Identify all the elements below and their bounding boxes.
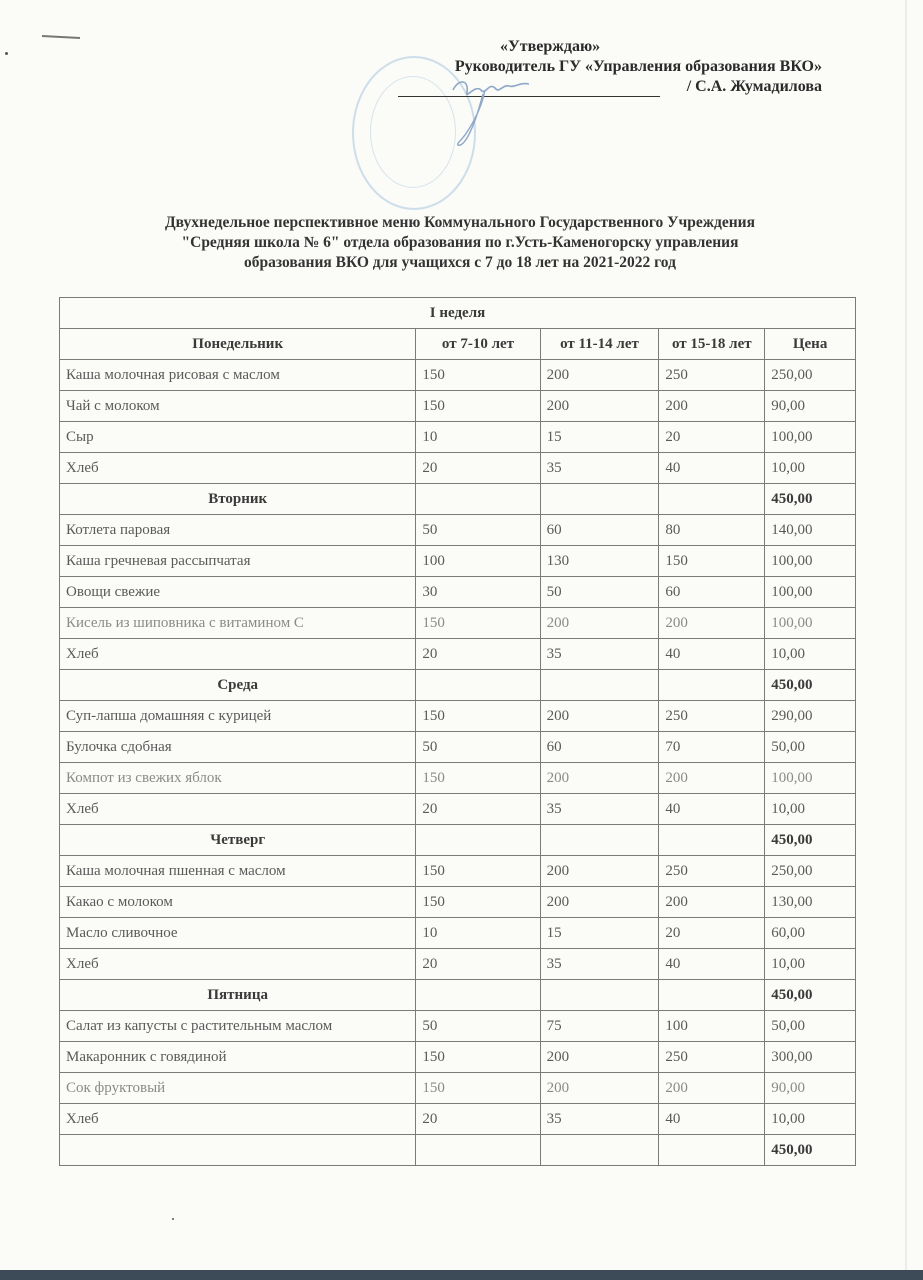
dish-name: Сок фруктовый [60,1073,416,1104]
table-row [60,732,856,763]
title-line-3: образования ВКО для учащихся с 7 до 18 лет на 2021-2022 год [244,254,676,271]
final-total-row [60,1135,856,1166]
portion-15-18: 100 [659,1011,765,1042]
day-header-row [60,670,856,701]
price: 250,00 [765,856,856,887]
empty-cell [659,670,765,701]
portion-11-14: 130 [540,546,659,577]
portion-11-14: 15 [540,422,659,453]
portion-15-18: 70 [659,732,765,763]
portion-15-18: 40 [659,949,765,980]
day-total: 450,00 [765,670,856,701]
scan-speck [172,1218,174,1220]
portion-11-14: 200 [540,701,659,732]
price: 10,00 [765,639,856,670]
approval-position: Руководитель ГУ «Управления образования ВКО» [454,58,822,75]
official-stamp-inner-ring [370,76,456,188]
portion-7-10: 150 [416,763,540,794]
portion-15-18: 250 [659,360,765,391]
portion-15-18: 200 [659,887,765,918]
portion-11-14: 15 [540,918,659,949]
portion-11-14: 200 [540,887,659,918]
signature-icon [445,72,565,152]
price: 100,00 [765,608,856,639]
price: 100,00 [765,546,856,577]
menu-table [59,297,856,1166]
dish-name: Хлеб [60,639,416,670]
page-edge [905,0,907,1270]
day-name: Среда [60,670,416,701]
price: 300,00 [765,1042,856,1073]
portion-7-10: 150 [416,391,540,422]
table-row [60,1042,856,1073]
price: 140,00 [765,515,856,546]
day-header-row [60,484,856,515]
portion-11-14: 35 [540,453,659,484]
table-row [60,608,856,639]
dish-name: Какао с молоком [60,887,416,918]
portion-11-14: 35 [540,794,659,825]
portion-11-14: 75 [540,1011,659,1042]
empty-cell [540,484,659,515]
portion-11-14: 35 [540,1104,659,1135]
dish-name: Макаронник с говядиной [60,1042,416,1073]
column-header-row [60,329,856,360]
empty-cell [416,825,540,856]
week-header-row [60,298,856,329]
portion-7-10: 50 [416,1011,540,1042]
portion-7-10: 100 [416,546,540,577]
portion-15-18: 200 [659,608,765,639]
dish-name: Кисель из шиповника с витамином С [60,608,416,639]
portion-11-14: 200 [540,1073,659,1104]
empty-cell [540,1135,659,1166]
portion-15-18: 20 [659,918,765,949]
column-header-price: Цена [765,329,856,360]
price: 10,00 [765,949,856,980]
portion-11-14: 60 [540,515,659,546]
table-row [60,453,856,484]
portion-7-10: 150 [416,608,540,639]
empty-cell [659,825,765,856]
portion-7-10: 150 [416,887,540,918]
price: 60,00 [765,918,856,949]
table-row [60,856,856,887]
portion-7-10: 150 [416,701,540,732]
portion-7-10: 10 [416,422,540,453]
day-header-row [60,825,856,856]
scan-mark [42,35,80,39]
portion-11-14: 200 [540,391,659,422]
empty-cell [659,1135,765,1166]
empty-cell [540,825,659,856]
portion-15-18: 40 [659,639,765,670]
empty-cell [416,484,540,515]
dish-name: Каша молочная рисовая с маслом [60,360,416,391]
table-row [60,949,856,980]
table-row [60,391,856,422]
empty-cell [540,670,659,701]
table-row [60,918,856,949]
dish-name: Каша гречневая рассыпчатая [60,546,416,577]
table-row [60,546,856,577]
price: 100,00 [765,763,856,794]
price: 290,00 [765,701,856,732]
dish-name: Хлеб [60,1104,416,1135]
table-row [60,887,856,918]
portion-15-18: 20 [659,422,765,453]
portion-15-18: 40 [659,1104,765,1135]
price: 90,00 [765,391,856,422]
price: 90,00 [765,1073,856,1104]
portion-7-10: 30 [416,577,540,608]
price: 50,00 [765,1011,856,1042]
portion-7-10: 10 [416,918,540,949]
empty-cell [416,670,540,701]
scan-speck [5,52,8,55]
price: 50,00 [765,732,856,763]
empty-cell [416,980,540,1011]
dish-name: Суп-лапша домашняя с курицей [60,701,416,732]
table-row [60,515,856,546]
portion-15-18: 40 [659,794,765,825]
title-line-1: Двухнедельное перспективное меню Коммунального Государственного Учреждения [165,214,755,231]
approval-signatory: / С.А. Жумадилова [686,78,822,95]
table-row [60,1011,856,1042]
portion-15-18: 40 [659,453,765,484]
table-row [60,1104,856,1135]
empty-cell [416,1135,540,1166]
portion-11-14: 35 [540,639,659,670]
table-row [60,422,856,453]
portion-7-10: 150 [416,856,540,887]
portion-7-10: 50 [416,515,540,546]
day-name: Четверг [60,825,416,856]
table-row [60,639,856,670]
portion-11-14: 200 [540,856,659,887]
dish-name: Чай с молоком [60,391,416,422]
portion-7-10: 20 [416,949,540,980]
portion-15-18: 200 [659,391,765,422]
portion-15-18: 200 [659,763,765,794]
table-row [60,763,856,794]
price: 100,00 [765,577,856,608]
price: 10,00 [765,1104,856,1135]
portion-11-14: 35 [540,949,659,980]
document-title [80,213,840,273]
day-total: 450,00 [765,825,856,856]
empty-cell [60,1135,416,1166]
table-row [60,360,856,391]
menu-body [60,360,856,1166]
portion-7-10: 150 [416,360,540,391]
week-label: I неделя [60,298,856,329]
empty-cell [659,484,765,515]
dish-name: Салат из капусты с растительным маслом [60,1011,416,1042]
portion-15-18: 250 [659,856,765,887]
portion-11-14: 200 [540,763,659,794]
portion-7-10: 50 [416,732,540,763]
price: 250,00 [765,360,856,391]
portion-15-18: 150 [659,546,765,577]
dish-name: Хлеб [60,453,416,484]
scan-bottom-edge [0,1270,923,1280]
portion-7-10: 20 [416,1104,540,1135]
table-row [60,794,856,825]
portion-7-10: 20 [416,794,540,825]
final-total: 450,00 [765,1135,856,1166]
empty-cell [659,980,765,1011]
portion-15-18: 250 [659,1042,765,1073]
portion-11-14: 200 [540,1042,659,1073]
table-row [60,1073,856,1104]
portion-11-14: 200 [540,608,659,639]
column-header-day: Понедельник [60,329,416,360]
portion-7-10: 20 [416,453,540,484]
approval-heading: «Утверждаю» [500,38,601,55]
column-header-age-11-14: от 11-14 лет [540,329,659,360]
price: 130,00 [765,887,856,918]
title-line-2: "Средняя школа № 6" отдела образования по г.Усть-Каменогорску управления [181,234,739,251]
price: 100,00 [765,422,856,453]
day-total: 450,00 [765,980,856,1011]
portion-7-10: 150 [416,1042,540,1073]
table-row [60,577,856,608]
dish-name: Котлета паровая [60,515,416,546]
dish-name: Овощи свежие [60,577,416,608]
day-name: Вторник [60,484,416,515]
dish-name: Булочка сдобная [60,732,416,763]
portion-15-18: 200 [659,1073,765,1104]
dish-name: Хлеб [60,794,416,825]
portion-7-10: 20 [416,639,540,670]
day-header-row [60,980,856,1011]
day-total: 450,00 [765,484,856,515]
portion-11-14: 60 [540,732,659,763]
portion-15-18: 60 [659,577,765,608]
column-header-age-7-10: от 7-10 лет [416,329,540,360]
portion-11-14: 50 [540,577,659,608]
empty-cell [540,980,659,1011]
column-header-age-15-18: от 15-18 лет [659,329,765,360]
dish-name: Сыр [60,422,416,453]
dish-name: Хлеб [60,949,416,980]
portion-15-18: 250 [659,701,765,732]
price: 10,00 [765,453,856,484]
dish-name: Масло сливочное [60,918,416,949]
price: 10,00 [765,794,856,825]
day-name: Пятница [60,980,416,1011]
portion-11-14: 200 [540,360,659,391]
table-row [60,701,856,732]
portion-7-10: 150 [416,1073,540,1104]
dish-name: Каша молочная пшенная с маслом [60,856,416,887]
portion-15-18: 80 [659,515,765,546]
dish-name: Компот из свежих яблок [60,763,416,794]
